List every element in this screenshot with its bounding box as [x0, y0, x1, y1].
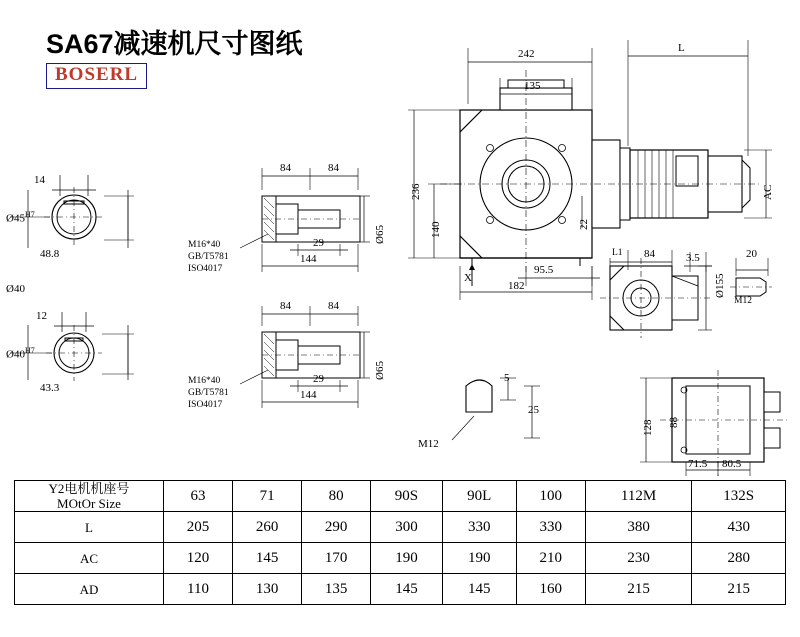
- dim-bore-bottom: [6, 346, 35, 361]
- table-cell: 430: [692, 512, 786, 543]
- dim-bore-bottom-fit: H7: [24, 346, 35, 355]
- dim-84-a-top: 84: [280, 162, 291, 174]
- table-cell: 190: [442, 543, 516, 574]
- dim-182: 182: [508, 280, 525, 292]
- logo-text: BOSERL: [55, 64, 139, 85]
- table-header-label-en: MOtOr Size: [57, 496, 121, 511]
- table-cell: 260: [233, 512, 302, 543]
- dim-bore-top-value: Ø45: [6, 212, 25, 225]
- dim-144-bottom: 144: [300, 389, 317, 401]
- dim-144-top: 144: [300, 253, 317, 265]
- dim-236: 236: [410, 183, 422, 200]
- dim-25: 25: [528, 404, 539, 416]
- dim-key-width-top: 14: [34, 174, 45, 186]
- dim-key-width-bottom: 12: [36, 310, 47, 322]
- dim-5: 5: [504, 372, 510, 384]
- table-header-label-cn: Y2电机机座号: [48, 481, 130, 496]
- dim-bore-top-fit: H7: [24, 210, 35, 219]
- motor-size-table: [14, 480, 786, 605]
- table-cell: 170: [302, 543, 371, 574]
- table-cell: 380: [585, 512, 692, 543]
- dim-bore-top: [6, 210, 35, 225]
- dim-128: 128: [642, 419, 654, 436]
- dim-3-5: 3.5: [686, 252, 700, 264]
- table-row: [15, 543, 786, 574]
- table-header-cell: 112M: [585, 481, 692, 512]
- table-cell: 215: [585, 574, 692, 605]
- mark-X: X: [464, 272, 472, 284]
- table-cell: 290: [302, 512, 371, 543]
- dim-84-b-top: 84: [328, 162, 339, 174]
- dim-height-bottom: 43.3: [40, 382, 60, 394]
- table-header-label: [15, 481, 164, 512]
- table-row-label: AD: [15, 574, 164, 605]
- table-header-cell: 90L: [442, 481, 516, 512]
- table-row: [15, 512, 786, 543]
- table-cell: 330: [516, 512, 585, 543]
- table-cell: 190: [371, 543, 443, 574]
- table-cell: 130: [233, 574, 302, 605]
- table-cell: 145: [233, 543, 302, 574]
- label-m12-side: M12: [734, 296, 752, 306]
- table-cell: 145: [442, 574, 516, 605]
- dim-bore-bottom-value: Ø40: [6, 348, 25, 361]
- table-cell: 205: [164, 512, 233, 543]
- table-header-cell: 63: [164, 481, 233, 512]
- dim-d65-top: Ø65: [374, 225, 386, 244]
- table-cell: 135: [302, 574, 371, 605]
- dim-88: 88: [668, 417, 680, 428]
- note-bolt-spec-bottom-3: ISO4017: [188, 400, 223, 410]
- table-cell: 230: [585, 543, 692, 574]
- table-cell: 280: [692, 543, 786, 574]
- label-m12-detail: M12: [418, 438, 439, 450]
- dim-L: L: [678, 42, 685, 54]
- note-bolt-spec-bottom-2: GB/T5781: [188, 388, 229, 398]
- table-cell: 215: [692, 574, 786, 605]
- table-header-cell: 71: [233, 481, 302, 512]
- dim-84-b-bottom: 84: [328, 300, 339, 312]
- note-bolt-spec-top-2: GB/T5781: [188, 252, 229, 262]
- table-cell: 160: [516, 574, 585, 605]
- table-cell: 300: [371, 512, 443, 543]
- dim-20: 20: [746, 248, 757, 260]
- table-header-cell: 132S: [692, 481, 786, 512]
- dim-height-top: 48.8: [40, 248, 60, 260]
- note-bolt-spec-bottom-1: M16*40: [188, 376, 221, 386]
- dim-140: 140: [430, 221, 442, 238]
- dim-84-side: 84: [644, 248, 655, 260]
- table-header-row: [15, 481, 786, 512]
- note-bolt-spec-top-1: M16*40: [188, 240, 221, 250]
- table-row-label: L: [15, 512, 164, 543]
- dim-AC: AC: [762, 184, 774, 200]
- dim-242: 242: [518, 48, 535, 60]
- table-row-label: AC: [15, 543, 164, 574]
- table-cell: 210: [516, 543, 585, 574]
- dim-95-5: 95.5: [534, 264, 554, 276]
- table-header-cell: 80: [302, 481, 371, 512]
- page-title: SA67减速机尺寸图纸: [46, 29, 303, 59]
- dim-29-bottom: 29: [313, 373, 324, 385]
- dim-84-a-bottom: 84: [280, 300, 291, 312]
- table-header-cell: 100: [516, 481, 585, 512]
- note-bolt-spec-top-3: ISO4017: [188, 264, 223, 274]
- table-header-cell: 90S: [371, 481, 443, 512]
- dim-29-top: 29: [313, 237, 324, 249]
- dim-d65-bottom: Ø65: [374, 361, 386, 380]
- dim-80-5: 80.5: [722, 458, 742, 470]
- table-cell: 120: [164, 543, 233, 574]
- dim-L1: L1: [612, 248, 623, 258]
- dim-d155: Ø155: [714, 273, 726, 298]
- dim-135: 135: [524, 80, 541, 92]
- table-cell: 145: [371, 574, 443, 605]
- table-cell: 110: [164, 574, 233, 605]
- dim-22: 22: [578, 219, 590, 230]
- table-cell: 330: [442, 512, 516, 543]
- table-row: [15, 574, 786, 605]
- dim-71-5: 71.5: [688, 458, 708, 470]
- dim-bore-40: Ø40: [6, 283, 25, 295]
